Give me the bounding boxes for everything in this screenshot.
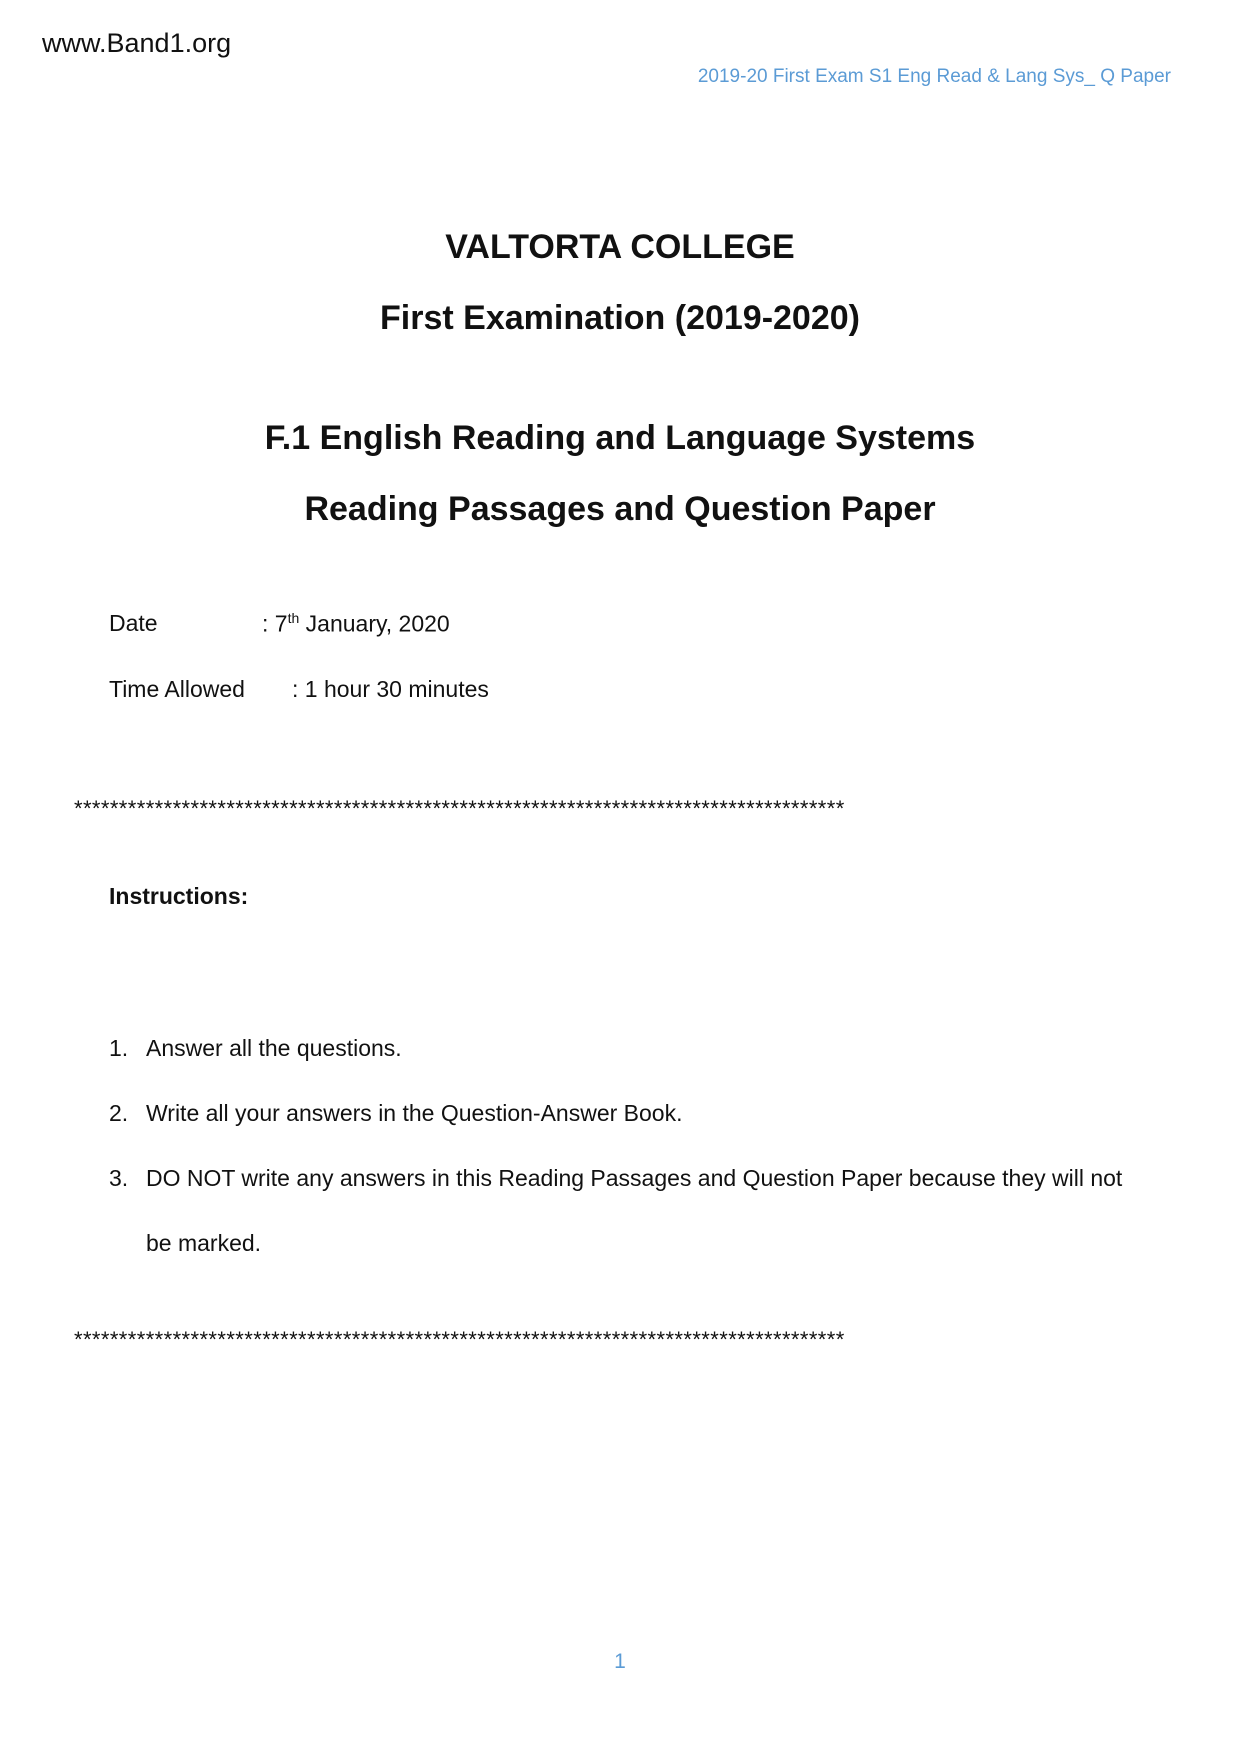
date-ordinal: th (287, 610, 300, 626)
instruction-text: DO NOT write any answers in this Reading Passages and Question Paper because they will not be marked. (146, 1165, 1123, 1256)
school-name: VALTORTA COLLEGE (445, 228, 795, 266)
date-suffix: January, 2020 (299, 610, 450, 637)
date-prefix: : 7 (262, 610, 288, 637)
page-number: 1 (614, 1650, 626, 1673)
running-header: 2019-20 First Exam S1 Eng Read & Lang Sys_ Q Paper (697, 66, 1171, 87)
instruction-number: 2. (109, 1100, 129, 1126)
instructions-list (109, 1016, 1139, 1276)
paper-title: Reading Passages and Question Paper (304, 490, 936, 528)
watermark-url: www.Band1.org (42, 28, 232, 58)
instruction-item (109, 1081, 1139, 1146)
instruction-number: 1. (109, 1035, 129, 1061)
instruction-text: Answer all the questions. (146, 1035, 402, 1061)
instructions-heading: Instructions: (109, 883, 249, 909)
date-label: Date (109, 610, 158, 636)
time-allowed-label: Time Allowed (109, 676, 245, 702)
date-value (262, 610, 450, 638)
instruction-text: Write all your answers in the Question-Answer Book. (146, 1100, 683, 1126)
exam-title: First Examination (2019-2020) (380, 299, 860, 337)
asterisk-divider-bottom: ************************************************************************************** (74, 1327, 845, 1352)
asterisk-divider-top: ************************************************************************************** (74, 796, 845, 821)
instruction-item (109, 1146, 1139, 1276)
instruction-item (109, 1016, 1139, 1081)
subject-title: F.1 English Reading and Language Systems (264, 419, 976, 457)
time-allowed-value: : 1 hour 30 minutes (292, 676, 489, 702)
instruction-number: 3. (109, 1165, 129, 1191)
